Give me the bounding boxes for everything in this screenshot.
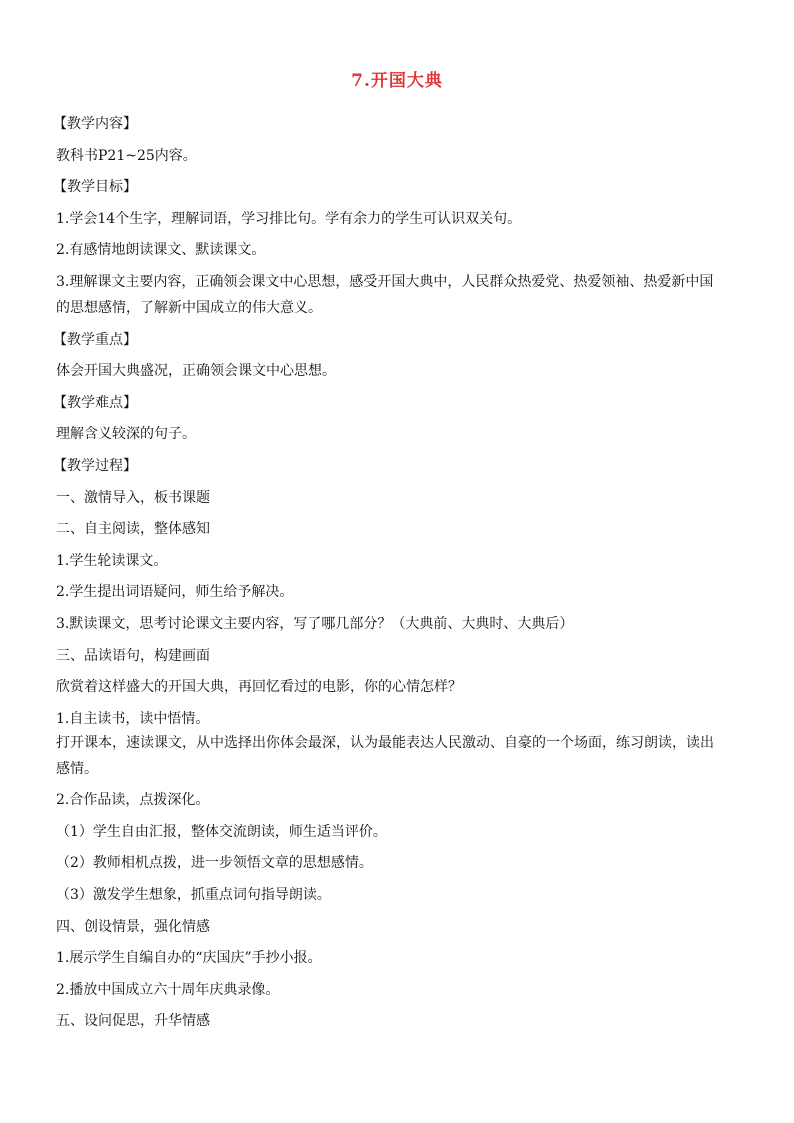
paragraph-line: 三、品读语句，构建画面 <box>56 647 210 664</box>
paragraph-line: （2）教师相机点拨，进一步领悟文章的思想感情。 <box>56 855 373 872</box>
paragraph-line: 3.理解课文主要内容，正确领会课文中心思想，感受开国大典中，人民群众热爱党、热爱领袖、热爱新中国的思想感情，了解新中国成立的伟大意义。 <box>56 273 714 316</box>
section-heading: 【教学内容】 <box>53 116 137 132</box>
document-body <box>53 111 716 1040</box>
paragraph-line: 2.播放中国成立六十周年庆典录像。 <box>56 981 280 998</box>
paragraph-line: （1）学生自由汇报，整体交流朗读，师生适当评价。 <box>56 823 387 840</box>
paragraph-line: 3.默读课文，思考讨论课文主要内容，写了哪几部分？（大典前、大典时、大典后） <box>56 615 574 632</box>
paragraph-line: 打开课本，速读课文，从中选择出你体会最深，认为最能表达人民激动、自豪的一个场面，练习朗读，读出感情。 <box>56 734 714 777</box>
paragraph-line: 教科书P21~25内容。 <box>56 147 197 164</box>
paragraph-line: 五、设问促思，升华情感 <box>56 1013 210 1030</box>
section-heading: 【教学重点】 <box>53 331 137 348</box>
paragraph-line: 1.学会14个生字，理解词语，学习排比句。学有余力的学生可认识双关句。 <box>56 210 522 227</box>
paragraph-line: 2.学生提出词语疑问，师生给予解决。 <box>56 584 294 601</box>
paragraph-line: 理解含义较深的句子。 <box>56 426 196 443</box>
paragraph-line: 1.展示学生自编自办的“庆国庆”手抄小报。 <box>56 950 322 967</box>
paragraph-line: 欣赏着这样盛大的开国大典，再回忆看过的电影，你的心情怎样？ <box>56 679 462 696</box>
paragraph-line: 2.合作品读，点拨深化。 <box>56 792 210 809</box>
section-heading: 【教学过程】 <box>53 457 137 474</box>
section-heading: 【教学难点】 <box>53 394 137 411</box>
paragraph-line: 2.有感情地朗读课文、默读课文。 <box>56 242 266 259</box>
paragraph-line: 四、创设情景，强化情感 <box>56 918 210 935</box>
paragraph-line: 体会开国大典盛况，正确领会课文中心思想。 <box>56 363 336 380</box>
document-title: 7.开国大典 <box>351 71 443 91</box>
paragraph-line: 1.自主读书，读中悟情。 <box>56 710 210 727</box>
paragraph-line: 二、自主阅读，整体感知 <box>56 521 210 538</box>
paragraph-line: 1.学生轮读课文。 <box>56 552 168 569</box>
paragraph-line: 一、激情导入，板书课题 <box>56 489 210 506</box>
section-heading: 【教学目标】 <box>53 179 137 196</box>
paragraph-line: （3）激发学生想象，抓重点词句指导朗读。 <box>56 887 331 904</box>
